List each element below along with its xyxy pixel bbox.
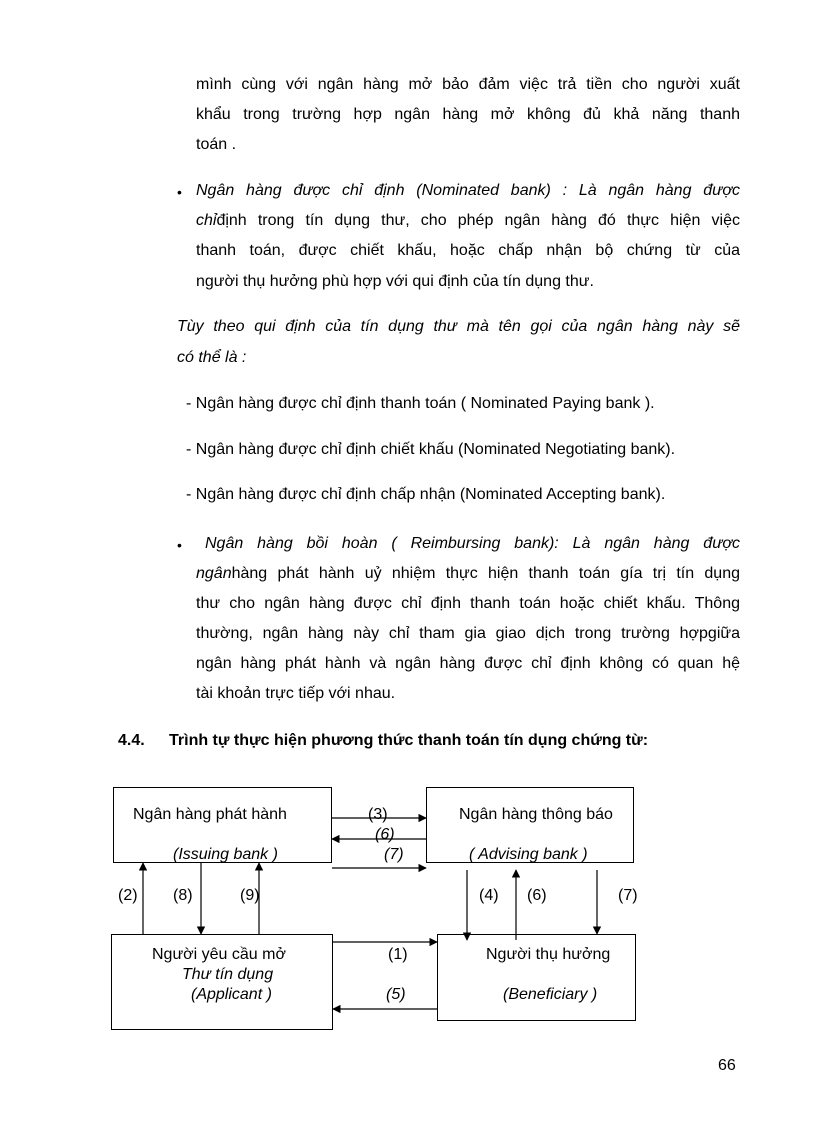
bullet2-line-6: tài khoản trực tiếp với nhau. <box>196 685 396 702</box>
issuing-bank-name: Ngân hàng phát hành <box>133 806 287 823</box>
intro-line-3: toán . <box>196 136 237 153</box>
bullet2-line-2-rest: hàng phát hành uỷ nhiệm thực hiện thanh toán gía trị tín dụng <box>231 565 740 582</box>
note-line-1: Tùy theo qui định của tín dụng thư mà tên gọi của ngân hàng này sẽ <box>177 318 740 335</box>
step-8-label: (8) <box>173 887 193 904</box>
bullet1-line-1: Ngân hàng được chỉ định (Nominated bank) : Là ngân hàng được <box>196 182 740 199</box>
step-6-top-label: (6) <box>375 826 395 843</box>
step-7-side-label: (7) <box>618 887 638 904</box>
dash-item-paying: - Ngân hàng được chỉ định thanh toán ( Nominated Paying bank ). <box>186 395 655 412</box>
section-number: 4.4. <box>118 732 145 749</box>
step-5-label: (5) <box>386 986 406 1003</box>
beneficiary-name: Người thụ hưởng <box>486 946 611 963</box>
bullet-marker: • <box>177 537 182 553</box>
bullet2-line-1: Ngân hàng bồi hoàn ( Reimbursing bank): Là ngân hàng được <box>205 535 740 552</box>
step-3-label: (3) <box>368 806 388 823</box>
bullet-marker: • <box>177 184 182 200</box>
section-title: Trình tự thực hiện phương thức thanh toán tín dụng chứng từ: <box>169 732 649 749</box>
applicant-name: Người yêu cầu mở <box>152 946 286 963</box>
note-line-2: có thể là : <box>177 349 247 366</box>
bullet2-line-3: thư cho ngân hàng được chỉ định thanh toán hoặc chiết khấu. Thông <box>196 595 740 612</box>
step-7-top-label: (7) <box>384 846 404 863</box>
intro-line-1: mình cùng với ngân hàng mở bảo đảm việc trả tiền cho người xuất <box>196 76 740 93</box>
bullet1-line-4: người thụ hưởng phù hợp với qui định của tín dụng thư. <box>196 273 594 290</box>
bullet1-line-3: thanh toán, được chiết khấu, hoặc chấp nhận bộ chứng từ của <box>196 242 740 259</box>
bullet1-line-2-rest: định trong tín dụng thư, cho phép ngân hàng đó thực hiện việc <box>216 212 740 229</box>
dash-item-negotiating: - Ngân hàng được chỉ định chiết khấu (Nominated Negotiating bank). <box>186 441 676 458</box>
step-9-label: (9) <box>240 887 260 904</box>
step-6-side-label: (6) <box>527 887 547 904</box>
step-1-label: (1) <box>388 946 408 963</box>
page-number: 66 <box>718 1057 736 1074</box>
advising-bank-en: ( Advising bank ) <box>469 846 588 863</box>
bullet2-line-2-italic: ngân <box>196 565 232 582</box>
applicant-name-2: Thư tín dụng <box>182 966 274 983</box>
bullet1-line-2-italic: chỉ <box>196 212 217 229</box>
step-2-label: (2) <box>118 887 138 904</box>
bullet2-line-5: ngân hàng phát hành và ngân hàng được chỉ định không có quan hệ <box>196 655 740 672</box>
beneficiary-en: (Beneficiary ) <box>503 986 598 1003</box>
step-4-label: (4) <box>479 887 499 904</box>
applicant-en: (Applicant ) <box>191 986 272 1003</box>
bullet2-line-4: thường, ngân hàng này chỉ tham gia giao dịch trong trường hợpgiữa <box>196 625 740 642</box>
issuing-bank-en: (Issuing bank ) <box>173 846 278 863</box>
intro-line-2: khẩu trong trường hợp ngân hàng mở không đủ khả năng thanh <box>196 106 740 123</box>
dash-item-accepting: - Ngân hàng được chỉ định chấp nhận (Nominated Accepting bank). <box>186 486 666 503</box>
advising-bank-name: Ngân hàng thông báo <box>459 806 613 823</box>
